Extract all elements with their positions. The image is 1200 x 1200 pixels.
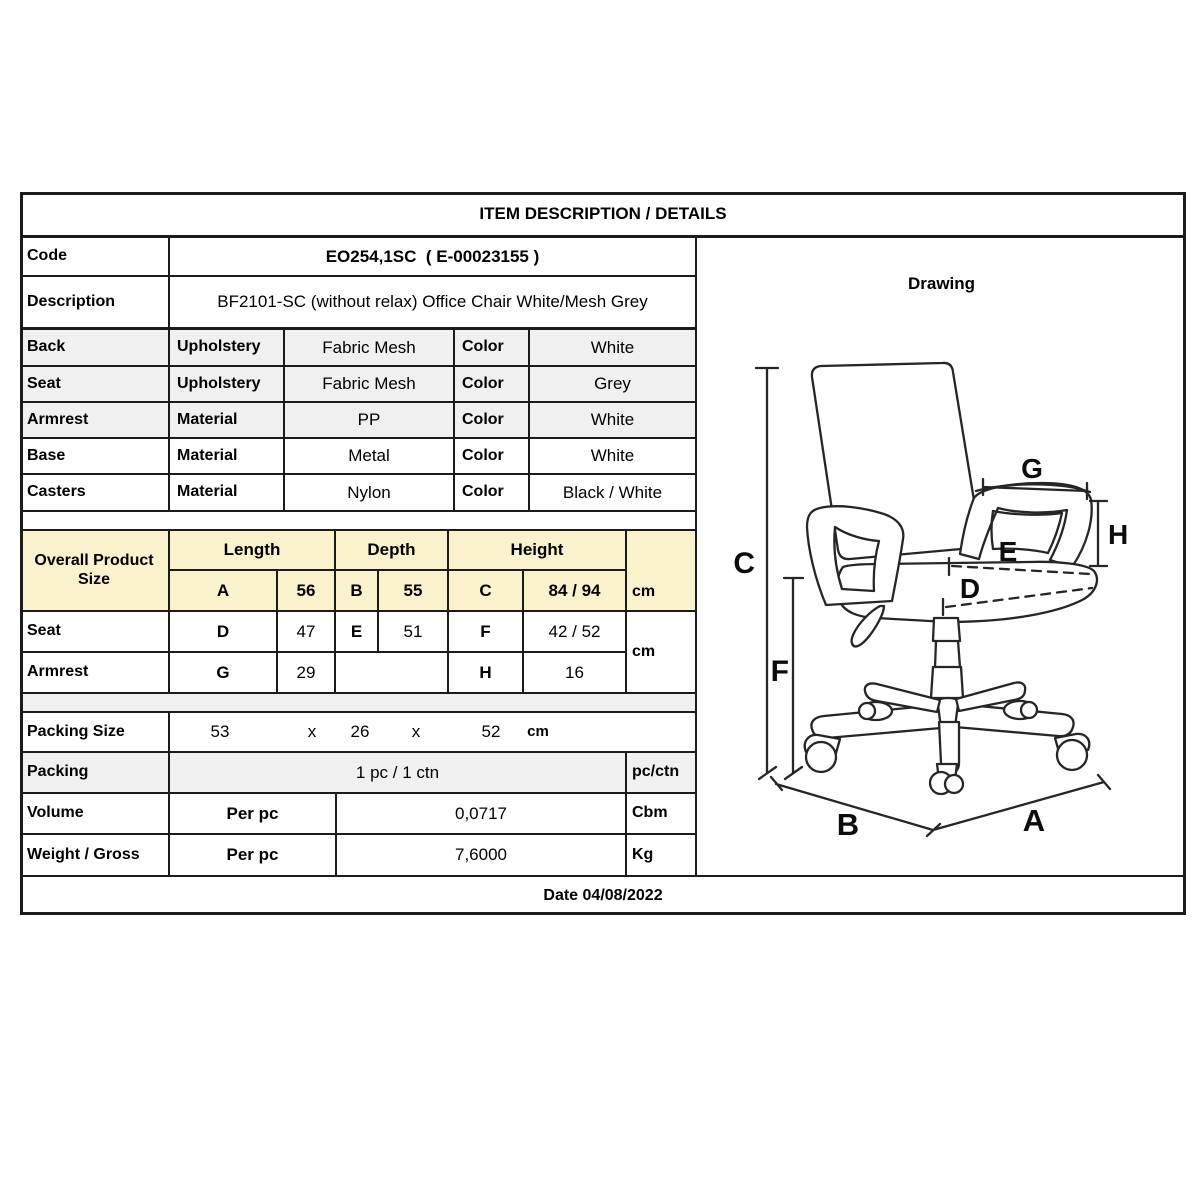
weight-per-pc: Per pc (170, 835, 337, 875)
seat-size-label: Seat (20, 612, 170, 653)
material-attr: Material (170, 439, 285, 475)
chair-caster (1004, 701, 1037, 719)
dim-key-a: A (170, 571, 278, 612)
dim-key-c: C (449, 571, 524, 612)
drawing-cell (697, 238, 1186, 875)
color-value: Black / White (530, 475, 697, 512)
empty-merged-cell (336, 653, 449, 694)
dim-key-b: B (336, 571, 379, 612)
code-label: Code (20, 238, 170, 277)
dim-value-e: 51 (379, 612, 449, 653)
length-header: Length (170, 531, 336, 571)
dim-label-a: A (1022, 803, 1046, 838)
weight-unit: Kg (627, 835, 697, 875)
color-label: Color (455, 367, 530, 403)
dim-key-g: G (170, 653, 278, 694)
material-attr: Upholstery (170, 330, 285, 367)
chair-caster (1055, 734, 1089, 770)
packing-size-length: 53 (210, 722, 230, 742)
dim-value-h: 16 (524, 653, 627, 694)
office-chair-drawing (697, 238, 1186, 875)
spacer-row (20, 512, 697, 531)
material-value: PP (285, 403, 455, 439)
color-value: Grey (530, 367, 697, 403)
dim-label-h: H (1108, 519, 1129, 550)
color-label: Color (455, 330, 530, 367)
overall-unit: cm (627, 531, 697, 612)
spacer-row (20, 694, 697, 713)
color-label: Color (455, 439, 530, 475)
packing-size-unit: cm (527, 723, 549, 741)
color-label: Color (455, 475, 530, 512)
sheet-title: ITEM DESCRIPTION / DETAILS (20, 192, 1186, 238)
packing-unit: pc/ctn (627, 753, 697, 794)
material-value: Metal (285, 439, 455, 475)
material-attr: Upholstery (170, 367, 285, 403)
item-description-table (20, 192, 1186, 915)
packing-label: Packing (20, 753, 170, 794)
dimension-line-c (756, 368, 778, 779)
material-part: Casters (20, 475, 170, 512)
dim-label-d: D (959, 573, 981, 604)
depth-header: Depth (336, 531, 449, 571)
chair-caster (859, 702, 892, 720)
dim-value-c: 84 / 94 (524, 571, 627, 612)
material-part: Armrest (20, 403, 170, 439)
packing-value: 1 pc / 1 ctn (170, 753, 627, 794)
chair-caster (805, 735, 840, 772)
material-attr: Material (170, 403, 285, 439)
description-value: BF2101-SC (without relax) Office Chair White/Mesh Grey (170, 277, 697, 330)
dim-key-f: F (449, 612, 524, 653)
material-part: Base (20, 439, 170, 475)
dim-key-d: D (170, 612, 278, 653)
rows-unit: cm (627, 612, 697, 694)
dim-label-g: G (1021, 453, 1043, 484)
weight-value: 7,6000 (337, 835, 627, 875)
dim-value-g: 29 (278, 653, 336, 694)
size-table-label (20, 531, 170, 612)
packing-size-depth: 26 (350, 722, 370, 742)
volume-unit: Cbm (627, 794, 697, 835)
volume-label: Volume (20, 794, 170, 835)
dim-value-d: 47 (278, 612, 336, 653)
dim-label-e: E (998, 536, 1018, 567)
size-table-label-line1: Overall Product (34, 552, 154, 570)
dim-value-f: 42 / 52 (524, 612, 627, 653)
dim-key-h: H (449, 653, 524, 694)
height-header: Height (449, 531, 627, 571)
drawing-title: Drawing (907, 274, 976, 293)
chair-armrest-right (960, 483, 1092, 567)
volume-value: 0,0717 (337, 794, 627, 835)
packing-size-label: Packing Size (20, 713, 170, 753)
weight-label: Weight / Gross (20, 835, 170, 875)
color-label: Color (455, 403, 530, 439)
color-value: White (530, 403, 697, 439)
code-value: EO254,1SC ( E-00023155 ) (170, 238, 697, 277)
description-label: Description (20, 277, 170, 330)
dim-label-f: F (770, 655, 789, 688)
chair-gas-lift (931, 618, 963, 698)
color-value: White (530, 439, 697, 475)
packing-size-height: 52 (481, 722, 501, 742)
dim-label-b: B (836, 807, 860, 842)
dim-value-b: 55 (379, 571, 449, 612)
dim-label-c: C (733, 547, 755, 580)
dim-key-e: E (336, 612, 379, 653)
material-part: Back (20, 330, 170, 367)
material-attr: Material (170, 475, 285, 512)
material-value: Fabric Mesh (285, 367, 455, 403)
packing-size-value (170, 713, 697, 753)
date-row: Date 04/08/2022 (20, 875, 1186, 915)
size-table-label-line2: Size (77, 570, 110, 588)
volume-per-pc: Per pc (170, 794, 337, 835)
color-value: White (530, 330, 697, 367)
material-part: Seat (20, 367, 170, 403)
armrest-size-label: Armrest (20, 653, 170, 694)
packing-size-x2: x (411, 722, 421, 742)
dim-value-a: 56 (278, 571, 336, 612)
material-value: Nylon (285, 475, 455, 512)
packing-size-x1: x (307, 722, 317, 742)
material-value: Fabric Mesh (285, 330, 455, 367)
